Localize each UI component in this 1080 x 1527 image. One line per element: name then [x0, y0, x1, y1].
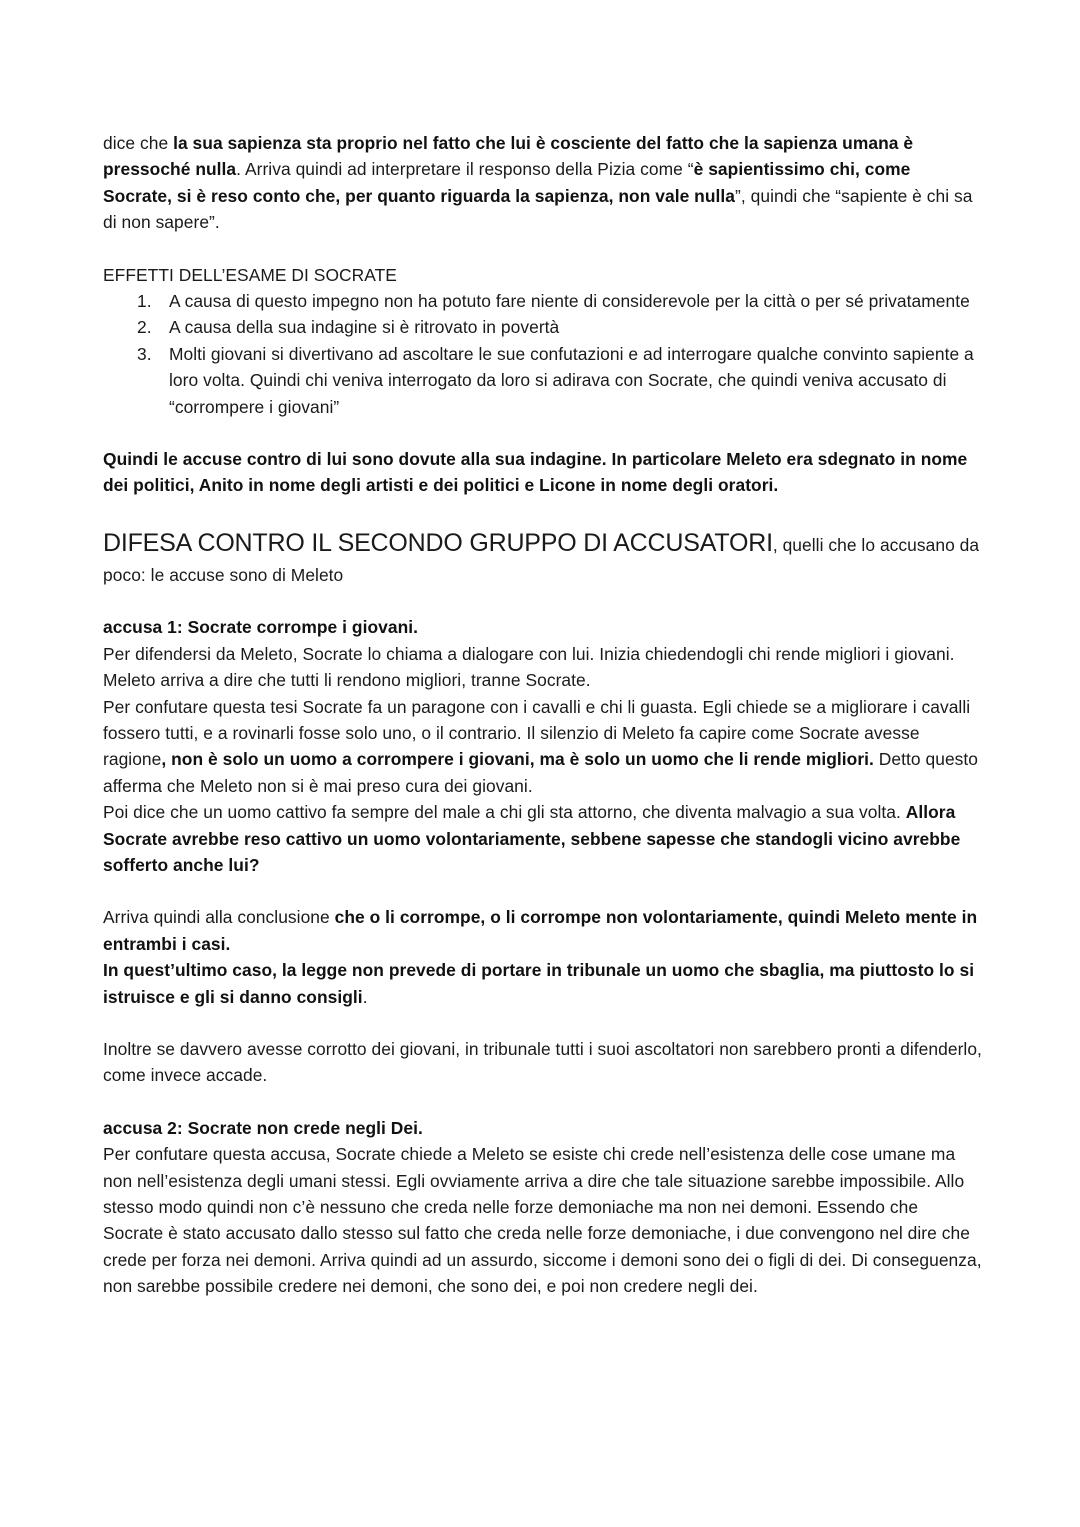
list-item-number: 3.: [137, 343, 152, 364]
paragraph-bold-text: In quest’ultimo caso, la legge non prevede di portare in tribunale un uomo che sbaglia, ma piuttosto lo si istruisce e gli si danno consigli: [103, 960, 975, 1007]
list-item-text: A causa della sua indagine si è ritrovato in povertà: [169, 317, 560, 338]
section-subtitle: poco: le accuse sono di Meleto: [103, 564, 344, 585]
accusa1-law: [103, 957, 983, 1010]
accusa1-heading-text: accusa 1: Socrate corrompe i giovani.: [103, 617, 418, 638]
effects-list: [103, 288, 983, 420]
list-item-number: 1.: [137, 291, 152, 312]
accusa2-heading: [103, 1115, 983, 1141]
list-item: [137, 341, 983, 420]
paragraph-text: Poi dice che un uomo cattivo fa sempre del male a chi gli sta attorno, che diventa malvagio a sua volta.: [103, 802, 906, 823]
accusa1-paragraph-1: Per difendersi da Meleto, Socrate lo chiama a dialogare con lui. Inizia chiedendogli chi rende migliori i giovani. Meleto arriva a dire che tutti li rendono migliori, tranne Socrate.: [103, 643, 955, 691]
intro-bold-text: è sapientissimo chi, come Socrate, si è reso conto che, per quanto riguarda la sapienza, non vale nulla: [103, 159, 911, 206]
accusa2-paragraph-1: Per confutare questa accusa, Socrate chiede a Meleto se esiste chi crede nell’esistenza delle cose umane ma non nell’esistenza degli umani stessi. Egli ovviamente arriva a dire che tale situazione sarebbe impossibile. Allo stesso modo quindi non c’è nessuno che creda nelle forze demoniache ma non nei demoni. Essendo che Socrate è stato accusato dallo stesso sul fatto che creda nelle forze demoniache, i due convengono nel dire che crede per forza nei demoni. Arriva quindi ad un assurdo, siccome i demoni sono dei o figli di dei. Di conseguenza, non sarebbe possibile credere nei demoni, che sono dei, e poi non credere negli dei.: [103, 1144, 982, 1297]
accusa1-heading: [103, 614, 983, 640]
paragraph-text: .: [362, 986, 368, 1007]
accusa1-paragraph-3: [103, 799, 983, 878]
accusa1-paragraph-4: Inoltre se davvero avesse corrotto dei giovani, in tribunale tutti i suoi ascoltatori non sarebbero pronti a difenderlo, come invece accade.: [103, 1038, 982, 1086]
paragraph-bold-text: che o li corrompe, o li corrompe non volontariamente, quindi Meleto mente in entrambi i casi.: [103, 907, 978, 954]
list-item: [137, 288, 983, 314]
effects-heading: EFFETTI DELL’ESAME DI SOCRATE: [103, 264, 397, 285]
paragraph-text: Per confutare questa tesi Socrate fa un paragone con i cavalli e chi li guasta. Egli chiede se a migliorare i cavalli fossero tutti, e a rovinarli fosse solo uno, o il contrario. Il silenzio di Meleto fa capire come Socrate avesse ragione: [103, 696, 971, 770]
intro-text: . Arriva quindi ad interpretare il responso della Pizia come “: [236, 159, 694, 180]
intro-text: ”, quindi che “sapiente è chi sa di non sapere”.: [103, 185, 973, 233]
paragraph-bold-text: , non è solo un uomo a corrompere i giovani, ma è solo un uomo che li rende migliori.: [161, 749, 874, 770]
section-title-text: DIFESA CONTRO IL SECONDO GRUPPO DI ACCUSATORI: [103, 528, 773, 557]
intro-paragraph: [103, 130, 983, 236]
accusa1-paragraph-2: [103, 694, 983, 800]
intro-text: dice che: [103, 133, 174, 153]
list-item: [137, 314, 983, 340]
effects-conclusion: [103, 446, 983, 499]
list-item-text: A causa di questo impegno non ha potuto fare niente di considerevole per la città o per sé privatamente: [169, 291, 970, 312]
list-item-number: 2.: [137, 317, 152, 338]
intro-bold-text: la sua sapienza sta proprio nel fatto che lui è cosciente del fatto che la sapienza umana è pressoché nulla: [103, 133, 914, 180]
effects-conclusion-text: Quindi le accuse contro di lui sono dovute alla sua indagine. In particolare Meleto era sdegnato in nome dei politici, Anito in nome degli artisti e dei politici e Licone in nome degli oratori.: [103, 449, 968, 496]
document-page: [103, 130, 983, 1300]
accusa1-conclusion: [103, 904, 983, 957]
section-title: [103, 527, 983, 561]
paragraph-text: Arriva quindi alla conclusione: [103, 907, 335, 928]
accusa2-heading-text: accusa 2: Socrate non crede negli Dei.: [103, 1117, 423, 1138]
section-title-tail: , quelli che lo accusano da: [772, 534, 980, 555]
list-item-text: Molti giovani si divertivano ad ascoltare le sue confutazioni e ad interrogare qualche convinto sapiente a loro volta. Quindi chi veniva interrogato da loro si adirava con Socrate, che quindi veniva accusato di “corrompere i giovani”: [169, 343, 974, 417]
paragraph-bold-text: Allora Socrate avrebbe reso cattivo un uomo volontariamente, sebbene sapesse che standogli vicino avrebbe sofferto anche lui?: [103, 802, 961, 875]
paragraph-text: Detto questo afferma che Meleto non si è mai preso cura dei giovani.: [103, 749, 979, 796]
